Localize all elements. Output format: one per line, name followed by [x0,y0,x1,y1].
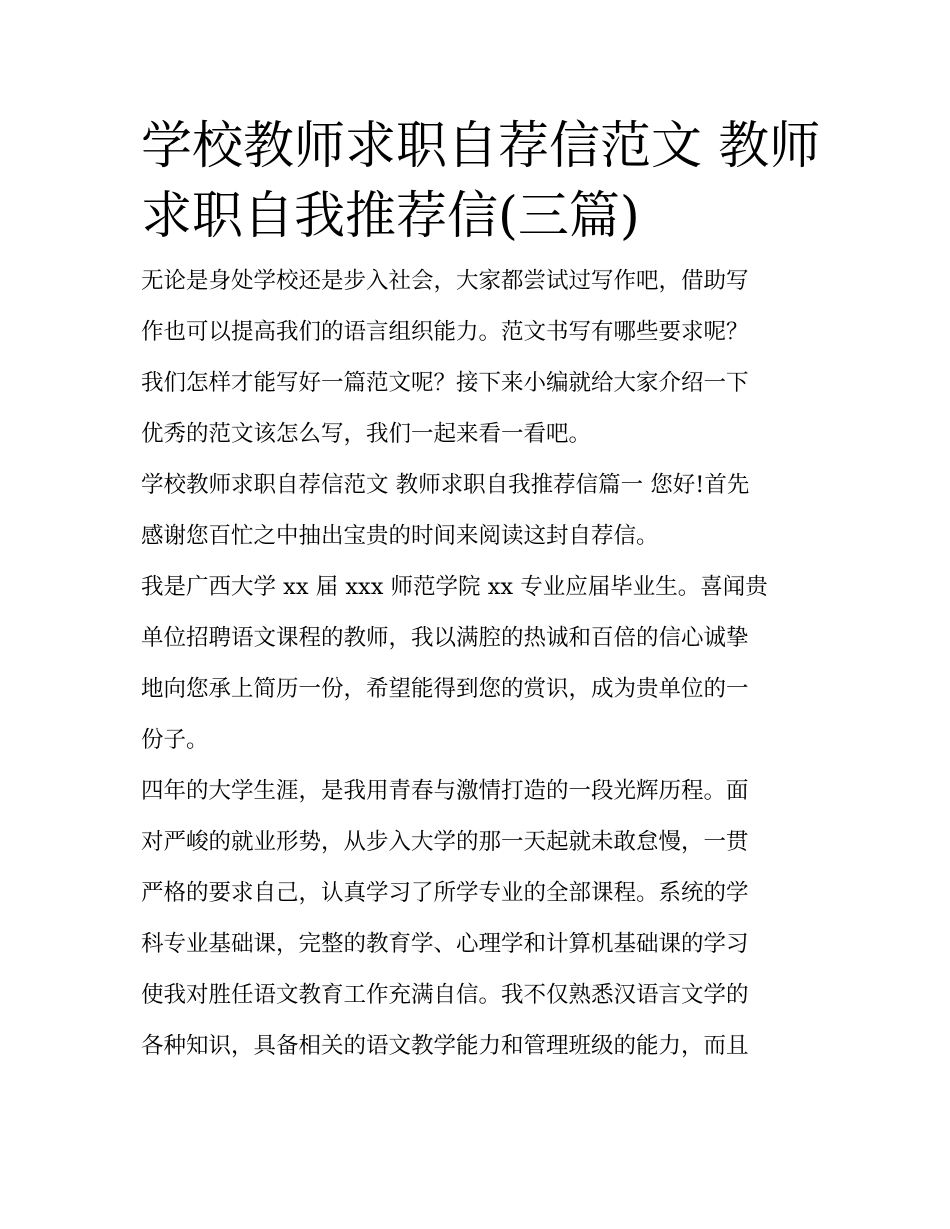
text-line: 份子。 [141,727,209,753]
text-line: 对严峻的就业形势，从步入大学的那一天起就未敢怠慢，一贯 [141,829,749,855]
text-line: 作也可以提高我们的语言组织能力。范文书写有哪些要求呢？ [141,319,749,345]
text-line: 四年的大学生涯，是我用青春与激情打造的一段光辉历程。面 [141,778,749,804]
text-line: 单位招聘语文课程的教师，我以满腔的热诚和百倍的信心诚挚 [141,625,749,651]
intro-paragraph [141,256,811,460]
text-line: 我们怎样才能写好一篇范文呢？接下来小编就给大家介绍一下 [141,370,749,396]
text-line: 无论是身处学校还是步入社会，大家都尝试过写作吧，借助写 [141,268,749,294]
university-experience-paragraph [141,766,811,1072]
text-line: 感谢您百忙之中抽出宝贵的时间来阅读这封自荐信。 [141,523,659,549]
title-line: 求职自我推荐信(三篇) [141,187,640,246]
title-line: 学校教师求职自荐信范文 教师 [141,117,821,176]
self-introduction-paragraph [141,562,811,766]
text-line: 科专业基础课，完整的教育学、心理学和计算机基础课的学习 [141,931,749,957]
text-line: 严格的要求自己，认真学习了所学专业的全部课程。系统的学 [141,880,749,906]
text-line: 学校教师求职自荐信范文 教师求职自我推荐信篇一 您好!首先 [141,472,750,498]
text-line: 各种知识，具备相关的语文教学能力和管理班级的能力，而且 [141,1033,749,1059]
greeting-paragraph [141,460,811,562]
document-title [141,112,821,252]
document-page [141,112,821,1072]
text-line: 优秀的范文该怎么写，我们一起来看一看吧。 [141,421,592,447]
text-line: 使我对胜任语文教育工作充满自信。我不仅熟悉汉语言文学的 [141,982,749,1008]
text-line: 地向您承上简历一份，希望能得到您的赏识，成为贵单位的一 [141,676,749,702]
text-line: 我是广西大学 xx 届 xxx 师范学院 xx 专业应届毕业生。喜闻贵 [141,574,768,600]
